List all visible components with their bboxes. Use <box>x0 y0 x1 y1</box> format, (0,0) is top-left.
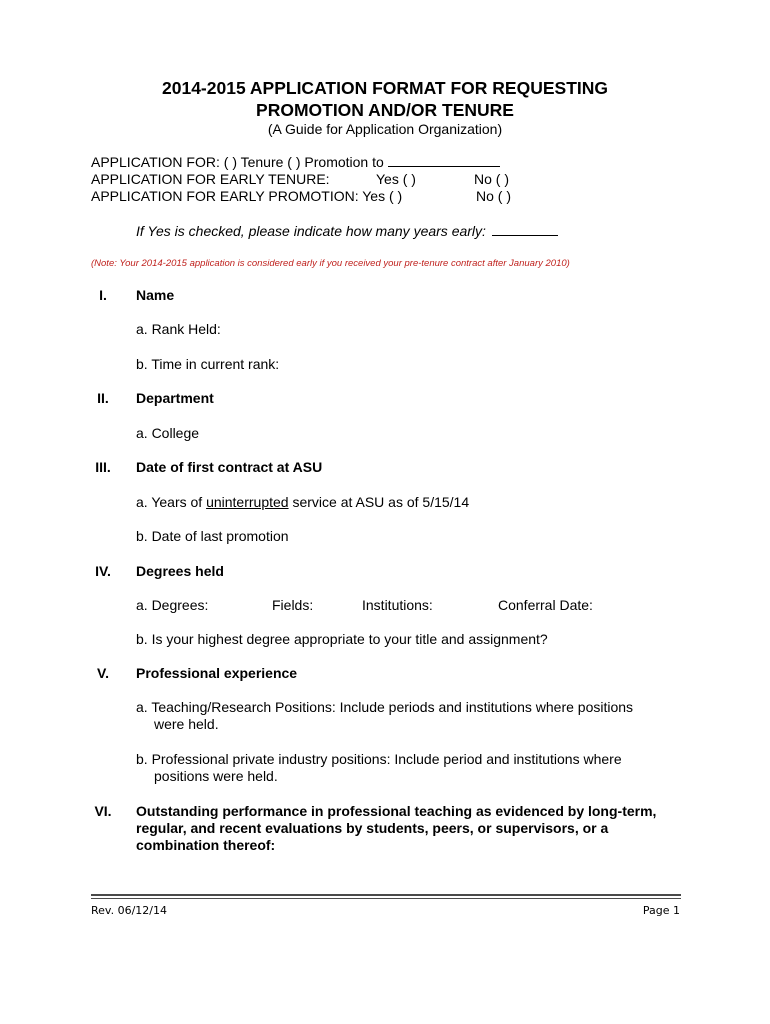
early-tenure-label: APPLICATION FOR EARLY TENURE: <box>91 171 330 187</box>
document-title-line1: 2014-2015 APPLICATION FORMAT FOR REQUESTING <box>162 78 608 98</box>
section-number: III. <box>95 459 111 475</box>
early-tenure-line <box>91 171 330 188</box>
section-title-professional-experience: Professional experience <box>136 665 298 681</box>
item-highest-degree: b. Is your highest degree appropriate to your title and assignment? <box>136 631 548 647</box>
item-years-service <box>136 494 661 511</box>
item-time-in-rank: b. Time in current rank: <box>136 356 280 372</box>
section-title-name: Name <box>136 287 175 303</box>
teaching-performance-line1: Outstanding performance in professional teaching as evidenced by long-term, <box>136 803 657 819</box>
item-college: a. College <box>136 425 200 441</box>
section-number: V. <box>97 665 109 681</box>
item-teaching-positions <box>136 699 661 733</box>
early-tenure-no[interactable]: No ( ) <box>474 171 509 187</box>
section-title-teaching-performance <box>136 803 696 854</box>
early-tenure-yes[interactable]: Yes ( ) <box>376 171 416 187</box>
document-subtitle: (A Guide for Application Organization) <box>267 121 503 137</box>
section-title-first-contract: Date of first contract at ASU <box>136 459 323 475</box>
section-number: I. <box>99 287 107 303</box>
years-service-prefix: a. Years of <box>136 494 207 510</box>
years-early-blank[interactable] <box>492 223 558 236</box>
industry-positions-line2: positions were held. <box>154 768 278 784</box>
footer-divider-thin <box>91 898 681 899</box>
item-degrees-label: a. Degrees: <box>136 597 209 613</box>
item-industry-positions <box>136 751 661 785</box>
early-promotion-label: APPLICATION FOR EARLY PROMOTION: Yes ( ) <box>91 188 403 204</box>
item-last-promotion: b. Date of last promotion <box>136 528 289 544</box>
years-early-question <box>136 223 558 239</box>
industry-positions-line1: b. Professional private industry positions: Include period and institutions where <box>136 751 622 767</box>
teaching-positions-line2: were held. <box>154 716 219 732</box>
early-promotion-no[interactable]: No ( ) <box>476 188 511 204</box>
section-number: II. <box>97 390 109 406</box>
section-title-degrees: Degrees held <box>136 563 224 579</box>
section-number: IV. <box>95 563 111 579</box>
years-service-suffix: service at ASU as of 5/15/14 <box>288 494 470 510</box>
document-title-line2: PROMOTION AND/OR TENURE <box>256 100 514 120</box>
uninterrupted-text: uninterrupted <box>206 494 289 510</box>
section-title-department: Department <box>136 390 214 406</box>
footer-divider-thick <box>91 894 681 896</box>
promotion-to-blank[interactable] <box>388 154 500 167</box>
item-rank-held: a. Rank Held: <box>136 321 221 337</box>
section-number: VI. <box>94 803 112 819</box>
column-institutions: Institutions: <box>362 597 433 613</box>
application-for-label: APPLICATION FOR: ( ) Tenure ( ) Promotion to <box>91 154 384 170</box>
footer-page-number: Page 1 <box>642 904 680 917</box>
application-for-line <box>91 154 500 171</box>
column-conferral-date: Conferral Date: <box>498 597 593 613</box>
early-note: (Note: Your 2014-2015 application is considered early if you received your pre-tenure contract after January 2010) <box>91 258 570 269</box>
teaching-performance-line3: combination thereof: <box>136 837 276 853</box>
column-fields: Fields: <box>272 597 314 613</box>
teaching-performance-line2: regular, and recent evaluations by students, peers, or supervisors, or a <box>136 820 609 836</box>
years-early-label: If Yes is checked, please indicate how many years early: <box>136 223 486 239</box>
footer-revision: Rev. 06/12/14 <box>91 904 167 917</box>
teaching-positions-line1: a. Teaching/Research Positions: Include periods and institutions where positions <box>136 699 634 715</box>
